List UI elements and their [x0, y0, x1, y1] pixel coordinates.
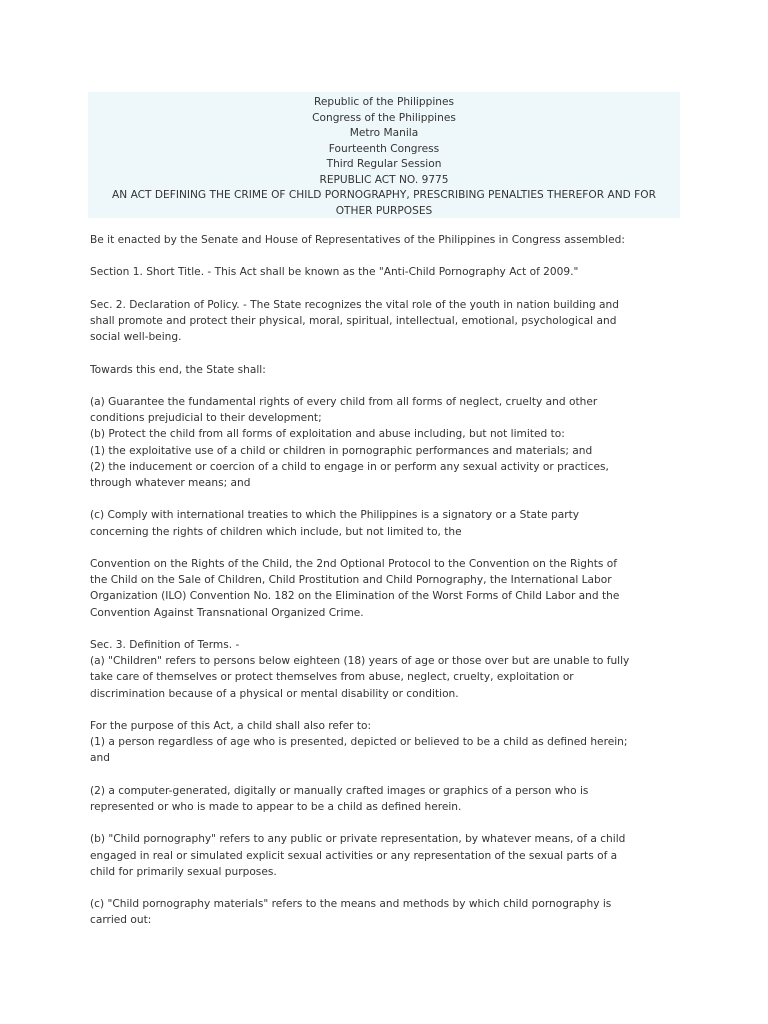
section-3-definition-children: Sec. 3. Definition of Terms. - (a) "Children" refers to persons below eighteen (18) years of age or those over but are unable to fully take care of themselves or protect themselves from abuse, neglect, cruelty, exploitation or discrimination because of a physical or mental disability or condition.: [90, 638, 630, 700]
header-republic: Republic of the Philippines: [313, 96, 455, 108]
policy-items-a-b: (a) Guarantee the fundamental rights of every child from all forms of neglect, cruelty and other conditions prejudicial to their development; (b) Protect the child from all forms of exploitation and abuse including, but not limited to: (1) the exploitative use of a child or children in pornographic performances and materials; and (2) the inducement or coercion of a child to engage in or perform any sexual activity or practices, through whatever means; and: [90, 395, 609, 489]
act-header: [88, 92, 680, 218]
header-act-number: REPUBLIC ACT NO. 9775: [319, 173, 449, 186]
header-session: Third Regular Session: [326, 158, 442, 170]
header-act-title: AN ACT DEFINING THE CRIME OF CHILD PORNOGRAPHY, PRESCRIBING PENALTIES THEREFOR AND FOR OTHER PURPOSES: [112, 189, 656, 217]
header-location: Metro Manila: [349, 127, 419, 139]
header-congress: Congress of the Philippines: [312, 111, 456, 124]
policy-intro: Towards this end, the State shall:: [90, 363, 266, 376]
header-congress-number: Fourteenth Congress: [328, 142, 440, 155]
child-definition-2: (2) a computer-generated, digitally or manually crafted images or graphics of a person who is represented or who is made to appear to be a child as defined herein.: [90, 784, 589, 813]
section-1-short-title: Section 1. Short Title. - This Act shall be known as the "Anti-Child Pornography Act of 2009.": [90, 266, 579, 279]
child-definition-1: For the purpose of this Act, a child shall also refer to: (1) a person regardless of age who is presented, depicted or believed to be a child as defined herein; and: [90, 719, 628, 765]
act-body: [90, 232, 680, 929]
section-2-declaration-of-policy: Sec. 2. Declaration of Policy. - The State recognizes the vital role of the youth in nation building and shall promote and protect their physical, moral, spiritual, intellectual, emotional, psychological and social well-being.: [90, 298, 619, 344]
conventions-list: Convention on the Rights of the Child, the 2nd Optional Protocol to the Convention on the Rights of the Child on the Sale of Children, Child Prostitution and Child Pornography, the International Labor Organization (ILO) Convention No. 182 on the Elimination of the Worst Forms of Child Labor and the Convention Against Transnational Organized Crime.: [90, 557, 620, 619]
definition-child-pornography: (b) "Child pornography" refers to any public or private representation, by whatever means, of a child engaged in real or simulated explicit sexual activities or any representation of the sexual parts of a child for primarily sexual purposes.: [90, 833, 626, 878]
enacting-clause: Be it enacted by the Senate and House of Representatives of the Philippines in Congress assembled:: [90, 234, 625, 246]
definition-child-pornography-materials: (c) "Child pornography materials" refers to the means and methods by which child pornography is carried out:: [90, 898, 612, 927]
policy-item-c: (c) Comply with international treaties to which the Philippines is a signatory or a State party concerning the rights of children which include, but not limited to, the: [90, 509, 579, 538]
